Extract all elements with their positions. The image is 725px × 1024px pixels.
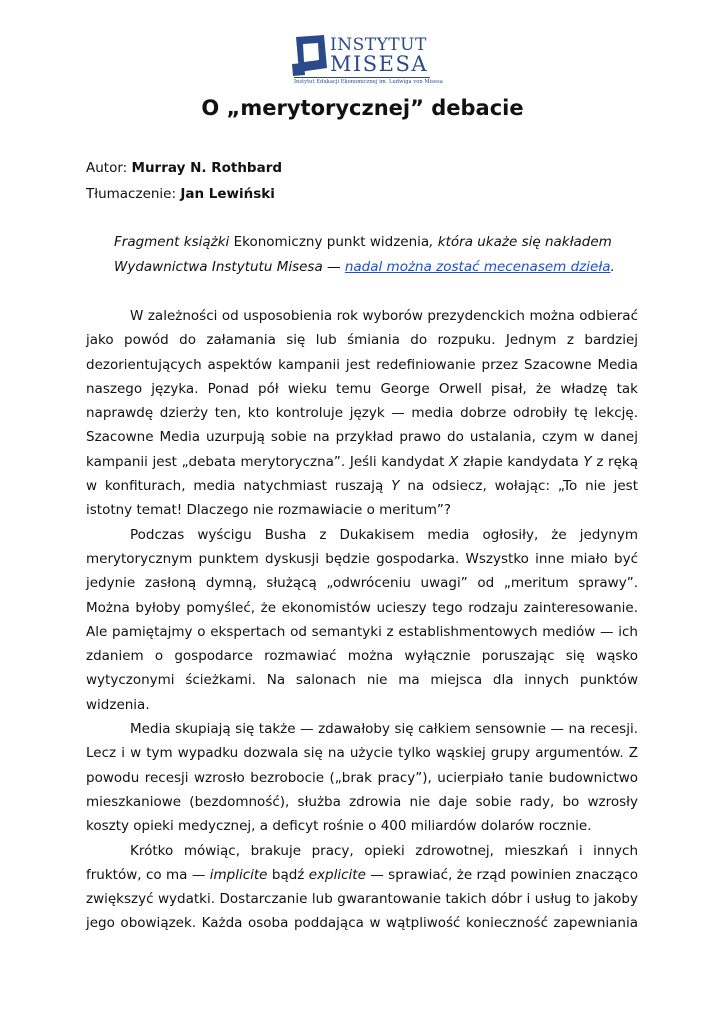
instytut-misesa-logo [292,32,443,88]
logo-tagline: Instytut Edukacji Ekonomicznej im. Ludwiga von Misesa [294,79,443,85]
paragraph-text: na odsiecz, wołając: „To nie jest istotny temat! Dlaczego nie rozmawiacie o meritum”? [86,478,638,519]
patron-link[interactable]: nadal można zostać mecenasem dzieła [344,259,611,275]
intro-text-1: Fragment książki [114,234,234,250]
logo-rule [294,77,430,78]
italic-term: Y [391,478,400,495]
paragraph-3: Media skupiają się także — zdawałoby się całkiem sensownie — na recesji. Lecz i w tym wypadku dozwala się na użycie tylko wąskiej grupy argumentów. Z powodu recesji wzrosło bezrobocie („brak pracy”), ucierpiało tanie budownictwo mieszkaniowe (bezdomność), służba zdrowia nie daje sobie rady, bo wzrosły koszty opieki medycznej, a deficyt rośnie o 400 miliardów dolarów rocznie. [86,721,638,835]
paragraph-text: W zależności od usposobienia rok wyborów prezydenckich można odbierać jako powód do załamania się lub śmiania do rozpuku. Jednym z bardziej dezorientujących aspektów kampanii jest redefiniowanie przez Szacowne Media naszego języka. Ponad pół wieku temu George Orwell pisał, że władzę tak naprawdę dzierży ten, kto kontroluje język — media dobrze odrobiły tę lekcję. Szacowne Media uzurpują sobie na przykład prawo do ustalania, czym w danej kampanii jest „debata merytoryczna”. Jeśli kandydat [86,308,638,470]
italic-term: X [449,453,459,470]
book-title: Ekonomiczny punkt widzenia [233,234,430,250]
paragraph-2: Podczas wyścigu Busha z Dukakisem media ogłosiły, że jedynym merytorycznym punktem dyskusji będzie gospodarka. Wszystko inne miało być jedynie zasłoną dymną, służącą „odwróceniu uwagi” od „meritum sprawy”. Można byłoby pomyśleć, że ekonomistów ucieszy tego rodzaju zainteresowanie. Ale pamiętajmy o ekspertach od semantyki z establishmentowych mediów — ich zdaniem o gospodarce rozmawiać można wyłącznie poruszając się wąsko wytyczonymi ścieżkami. Na salonach nie ma miejsca dla innych punktów widzenia. [86,526,638,713]
article-body [86,304,638,936]
paragraph-text: Krótko mówiąc, brakuje pracy, opieki zdrowotnej, mieszkań i innych fruktów, co ma — [86,842,638,883]
intro-note [114,230,624,280]
italic-term: Y [583,453,592,470]
page-title: O „merytorycznej” debacie [201,96,524,120]
translator-label: Tłumaczenie: [86,186,177,202]
paragraph-text: z ręką w konfiturach, media natychmiast ruszają [86,453,638,495]
logo-mark-icon [292,34,330,76]
logo-text-line2: MISESA [330,52,429,76]
author-label: Autor: [86,160,128,176]
author-name: Murray N. Rothbard [131,160,283,176]
author-line [86,160,282,176]
intro-text-2: , która ukaże się nakładem Wydawnictwa Instytutu Misesa — [114,234,612,275]
paragraph-1 [86,304,638,523]
paragraph-text: bądź [267,866,309,883]
intro-end: . [610,259,615,275]
paragraph-4 [86,839,638,936]
translator-line [86,186,275,202]
italic-term: implicite [209,866,268,883]
translator-name: Jan Lewiński [180,186,275,202]
paragraph-text: złapie kandydata [458,453,584,470]
paragraph-text: — sprawiać, że rząd powinien znacząco zwiększyć wydatki. Dostarczanie lub gwarantowanie takich dóbr i usług to jakoby jego obowiązek. Każda osoba poddająca w wątpliwość konieczność zapewniania [86,866,638,932]
italic-term: explicite [308,866,366,883]
logo-text-line1: INSTYTUT [330,35,427,55]
